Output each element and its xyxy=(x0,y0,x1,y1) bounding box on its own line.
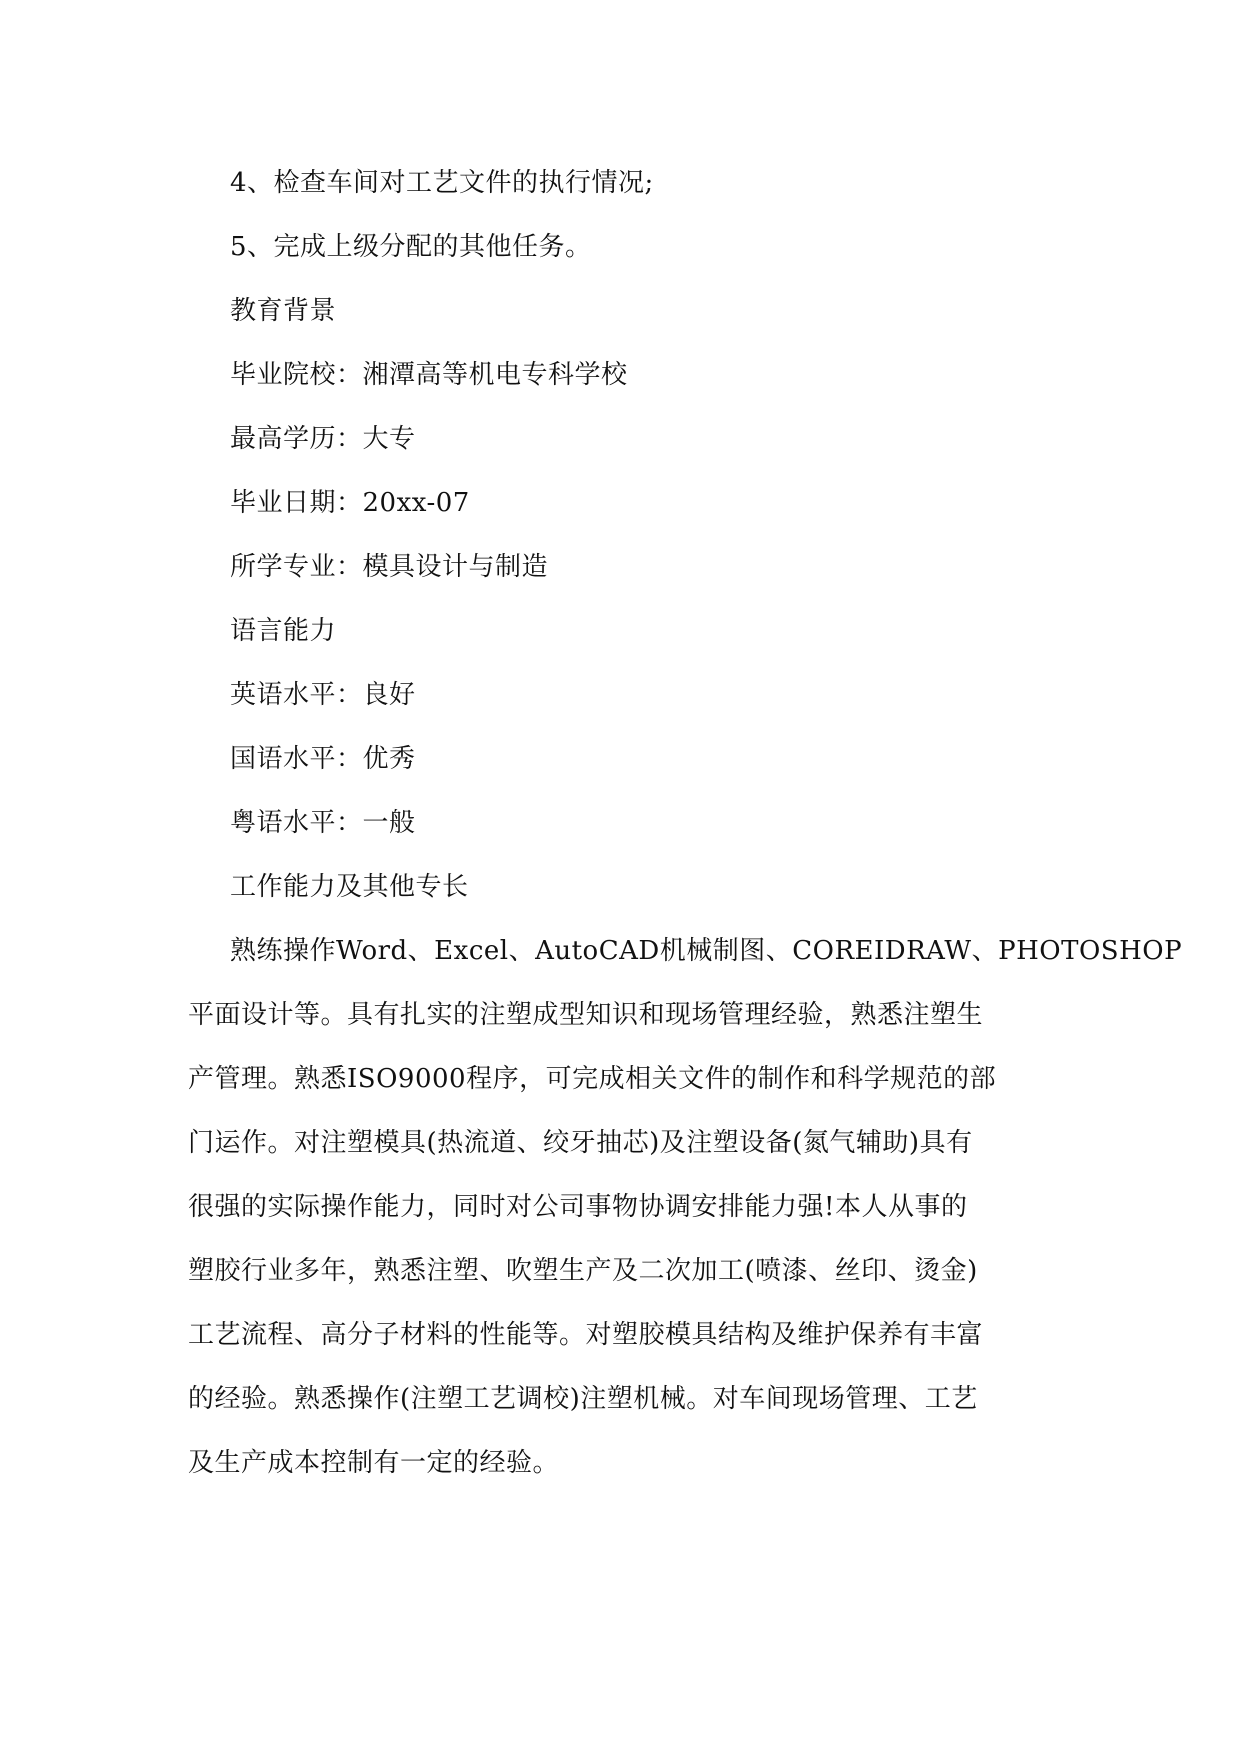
skills-paragraph-line: 及生产成本控制有一定的经验。 xyxy=(188,1448,560,1478)
section-heading-education: 教育背景 xyxy=(230,296,337,326)
duty-item-5: 5、完成上级分配的其他任务。 xyxy=(230,232,592,262)
skills-paragraph-line: 工艺流程、高分子材料的性能等。对塑胶模具结构及维护保养有丰富 xyxy=(188,1320,984,1350)
skills-paragraph-line: 产管理。熟悉ISO9000程序，可完成相关文件的制作和科学规范的部 xyxy=(188,1064,997,1094)
skills-paragraph-line: 塑胶行业多年，熟悉注塑、吹塑生产及二次加工(喷漆、丝印、烫金) xyxy=(188,1256,978,1286)
highest-education: 最高学历：大专 xyxy=(230,424,416,454)
skills-paragraph-line: 的经验。熟悉操作(注塑工艺调校)注塑机械。对车间现场管理、工艺 xyxy=(188,1384,978,1414)
duty-item-4: 4、检查车间对工艺文件的执行情况; xyxy=(230,168,654,198)
graduation-school: 毕业院校：湘潭高等机电专科学校 xyxy=(230,360,628,390)
skills-paragraph-line: 平面设计等。具有扎实的注塑成型知识和现场管理经验，熟悉注塑生 xyxy=(188,1000,984,1030)
section-heading-skills: 工作能力及其他专长 xyxy=(230,872,469,902)
graduation-date: 毕业日期：20xx-07 xyxy=(230,488,470,518)
major: 所学专业：模具设计与制造 xyxy=(230,552,549,582)
skills-paragraph-line: 很强的实际操作能力，同时对公司事物协调安排能力强!本人从事的 xyxy=(188,1192,968,1222)
section-heading-language: 语言能力 xyxy=(230,616,337,646)
english-level: 英语水平：良好 xyxy=(230,680,416,710)
mandarin-level: 国语水平：优秀 xyxy=(230,744,416,774)
skills-paragraph-line: 熟练操作Word、Excel、AutoCAD机械制图、COREIDRAW、PHOTOSHOP xyxy=(230,936,1183,966)
cantonese-level: 粤语水平：一般 xyxy=(230,808,416,838)
skills-paragraph-line: 门运作。对注塑模具(热流道、绞牙抽芯)及注塑设备(氮气辅助)具有 xyxy=(188,1128,973,1158)
